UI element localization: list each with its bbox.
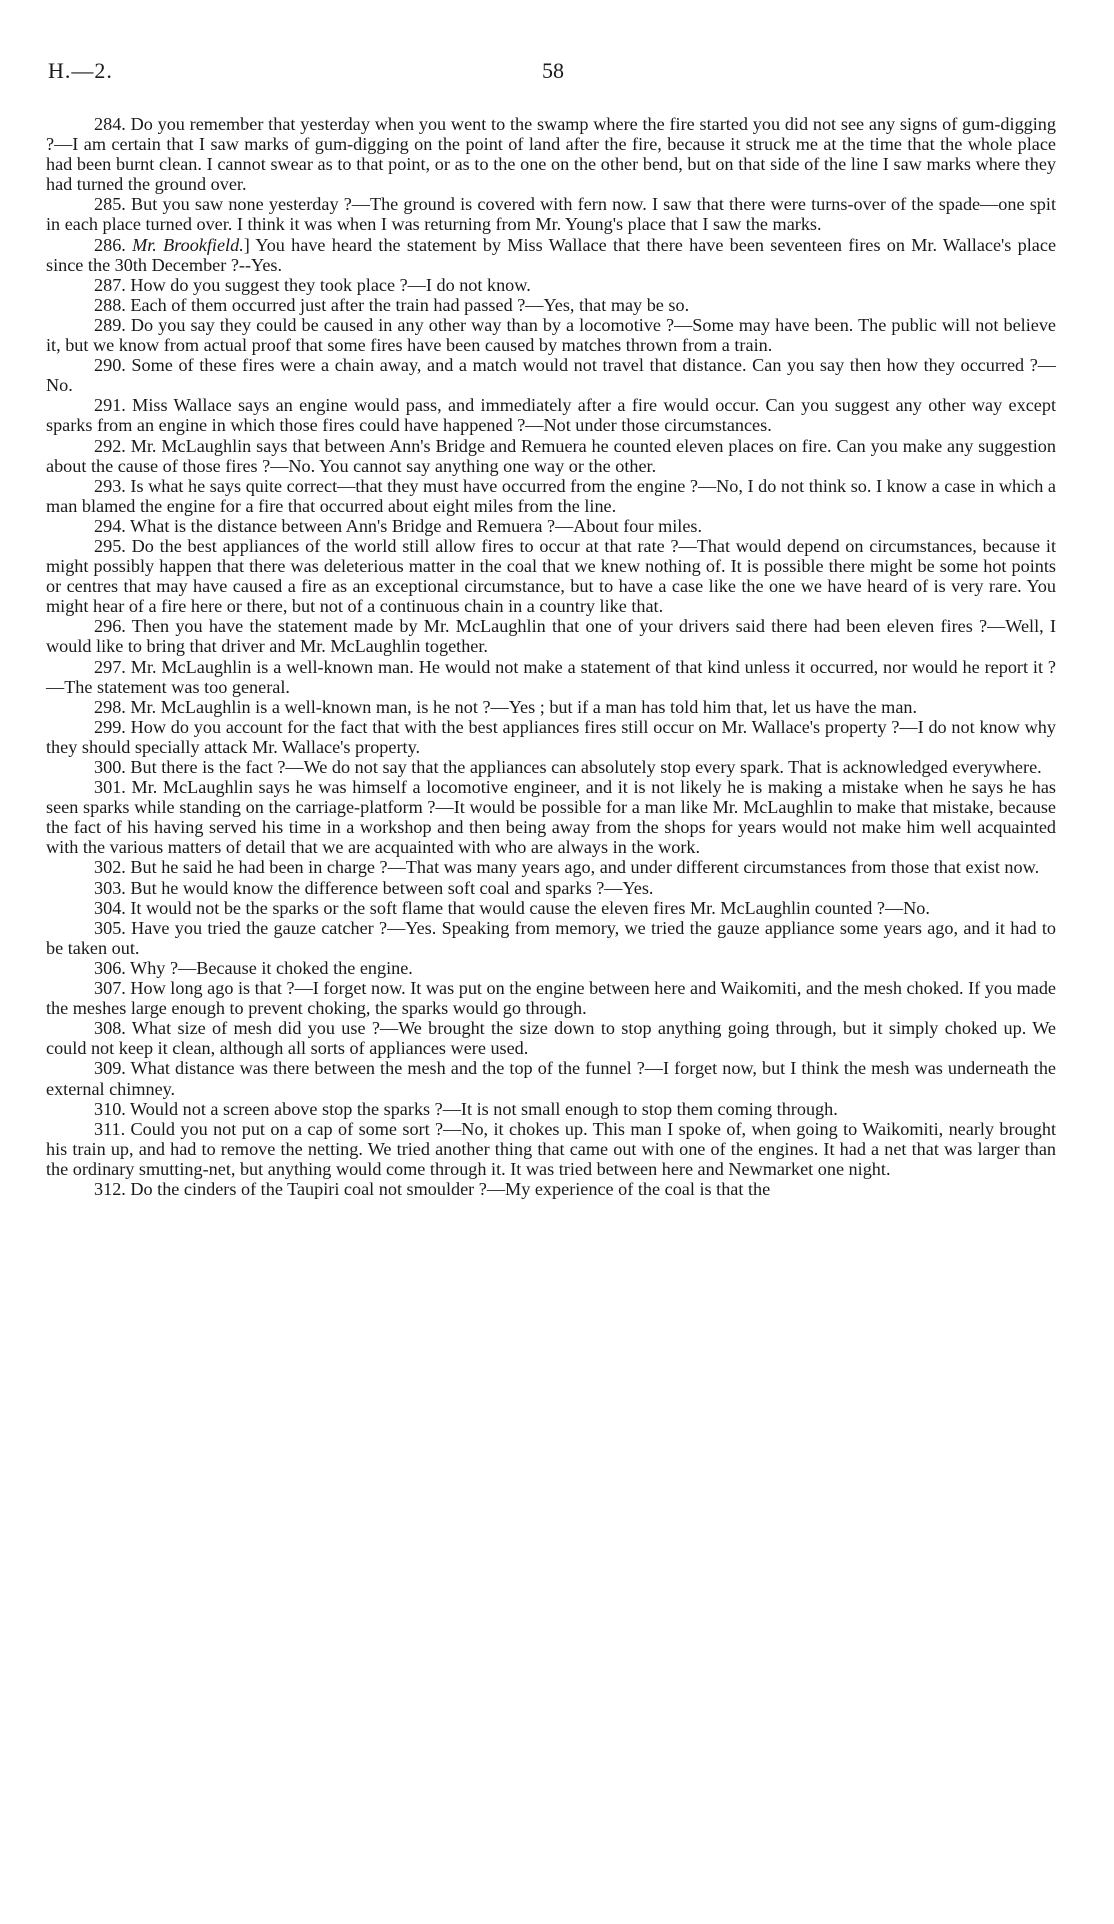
question-294: 294. What is the distance between Ann's Bridge and Remuera ?—About four miles. <box>94 515 703 536</box>
question-308: 308. What size of mesh did you use ?—We brought the size down to stop anything going through, but it simply choked up. We could not keep it clean, although all sorts of appliances were used. <box>46 1018 1056 1059</box>
page-header <box>46 58 1056 88</box>
question-284: 284. Do you remember that yesterday when you went to the swamp where the fire started you did not see any signs of gum-digging ?—I am certain that I saw marks of gum-digging on the point of land after the fire, because it struck me at the time that the whole place had been burnt clean. I cannot swear as to that point, or as to the one on the other bend, but on that side of the line I saw marks where they had turned the ground over. <box>46 114 1056 195</box>
question-306: 306. Why ?—Because it choked the engine. <box>94 957 413 978</box>
question-295: 295. Do the best appliances of the world still allow fires to occur at that rate ?—That would depend on circumstances, because it might possibly happen that there was deleterious matter in the coal that we knew nothing of. It is possible there might be some hot points or centres that may have caused a fire as an exceptional circumstance, but to have a case like the one we have heard of is very rare. You might hear of a fire here or there, but not of a continuous chain in a country like that. <box>46 535 1056 617</box>
question-299: 299. How do you account for the fact that with the best appliances fires still occur on Mr. Wallace's property ?—I do not know why they should specially attack Mr. Wallace's property. <box>46 716 1056 757</box>
question-304: 304. It would not be the sparks or the soft flame that would cause the eleven fires Mr. McLaughlin counted ?—No. <box>94 897 930 918</box>
question-298: 298. Mr. McLaughlin is a well-known man, is he not ?—Yes ; but if a man has told him that, let us have the man. <box>94 696 918 717</box>
question-309: 309. What distance was there between the mesh and the top of the funnel ?—I forget now, but I think the mesh was underneath the external chimney. <box>46 1058 1056 1099</box>
question-302: 302. But he said he had been in charge ?—That was many years ago, and under different circumstances from those that exist now. <box>94 857 1040 878</box>
question-297: 297. Mr. McLaughlin is a well-known man. He would not make a statement of that kind unless it occurred, nor would he report it ?—The statement was too general. <box>46 656 1056 697</box>
question-296: 296. Then you have the statement made by Mr. McLaughlin that one of your drivers said there had been eleven fires ?—Well, I would like to bring that driver and Mr. McLaughlin together. <box>46 616 1056 657</box>
page-number: 58 <box>542 58 564 83</box>
document-reference: H.—2. <box>48 58 113 83</box>
speaker-name: Mr. Brookfield. <box>132 234 244 255</box>
question-286-number: 286. <box>94 234 133 255</box>
question-290: 290. Some of these fires were a chain away, and a match would not travel that distance. Can you say then how they occurred ?—No. <box>46 355 1056 396</box>
document-page <box>46 58 1056 1199</box>
question-312: 312. Do the cinders of the Taupiri coal not smoulder ?—My experience of the coal is that the <box>94 1178 771 1199</box>
question-289: 289. Do you say they could be caused in any other way than by a locomotive ?—Some may have been. The public will not believe it, but we know from actual proof that some fires have been caused by matches thrown from a train. <box>46 314 1056 356</box>
question-300: 300. But there is the fact ?—We do not say that the appliances can absolutely stop every spark. That is acknowledged everywhere. <box>94 757 1042 777</box>
question-287: 287. How do you suggest they took place ?—I do not know. <box>94 274 531 295</box>
document-body <box>46 114 1056 1199</box>
question-291: 291. Miss Wallace says an engine would pass, and immediately after a fire would occur. Can you suggest any other way except sparks from an engine in which those fires could have happened ?—Not under those circumstances. <box>46 395 1056 436</box>
question-310: 310. Would not a screen above stop the sparks ?—It is not small enough to stop them coming through. <box>94 1098 838 1119</box>
question-293: 293. Is what he says quite correct—that they must have occurred from the engine ?—No, I do not think so. I know a case in which a man blamed the engine for a fire that occurred about eight miles from the line. <box>46 475 1056 516</box>
question-288: 288. Each of them occurred just after the train had passed ?—Yes, that may be so. <box>94 294 690 315</box>
question-303: 303. But he would know the difference between soft coal and sparks ?—Yes. <box>94 877 654 898</box>
question-305: 305. Have you tried the gauze catcher ?—Yes. Speaking from memory, we tried the gauze appliance some years ago, and it had to be taken out. <box>46 917 1056 958</box>
question-307: 307. How long ago is that ?—I forget now. It was put on the engine between here and Waikomiti, and the mesh choked. If you made the meshes large enough to prevent choking, the sparks would go through. <box>46 978 1056 1019</box>
question-286 <box>46 235 1056 275</box>
question-311: 311. Could you not put on a cap of some sort ?—No, it chokes up. This man I spoke of, when going to Waikomiti, nearly brought his train up, and had to remove the netting. We tried another thing that came out with one of the engines. It had a net that was larger than the ordinary smutting-net, but anything would come through it. It was tried between here and Newmarket one night. <box>46 1118 1056 1179</box>
question-286-text: ] You have heard the statement by Miss Wallace that there have been seventeen fires on Mr. Wallace's place since the 30th December ?--Yes. <box>46 234 1057 275</box>
question-285: 285. But you saw none yesterday ?—The ground is covered with fern now. I saw that there were turns-over of the spade—one spit in each place turned over. I think it was when I was returning from Mr. Young's place that I saw the marks. <box>46 194 1056 235</box>
question-301: 301. Mr. McLaughlin says he was himself a locomotive engineer, and it is not likely he is making a mistake when he says he has seen sparks while standing on the carriage-platform ?—It would be possible for a man like Mr. McLaughlin to make that mistake, because the fact of his having served his time in a workshop and then being away from the shops for years would not make him well acquainted with the various matters of detail that we are acquainted with who are always in the work. <box>46 777 1056 858</box>
question-292: 292. Mr. McLaughlin says that between Ann's Bridge and Remuera he counted eleven places on fire. Can you make any suggestion about the cause of those fires ?—No. You cannot say anything one way or the other. <box>46 435 1056 476</box>
